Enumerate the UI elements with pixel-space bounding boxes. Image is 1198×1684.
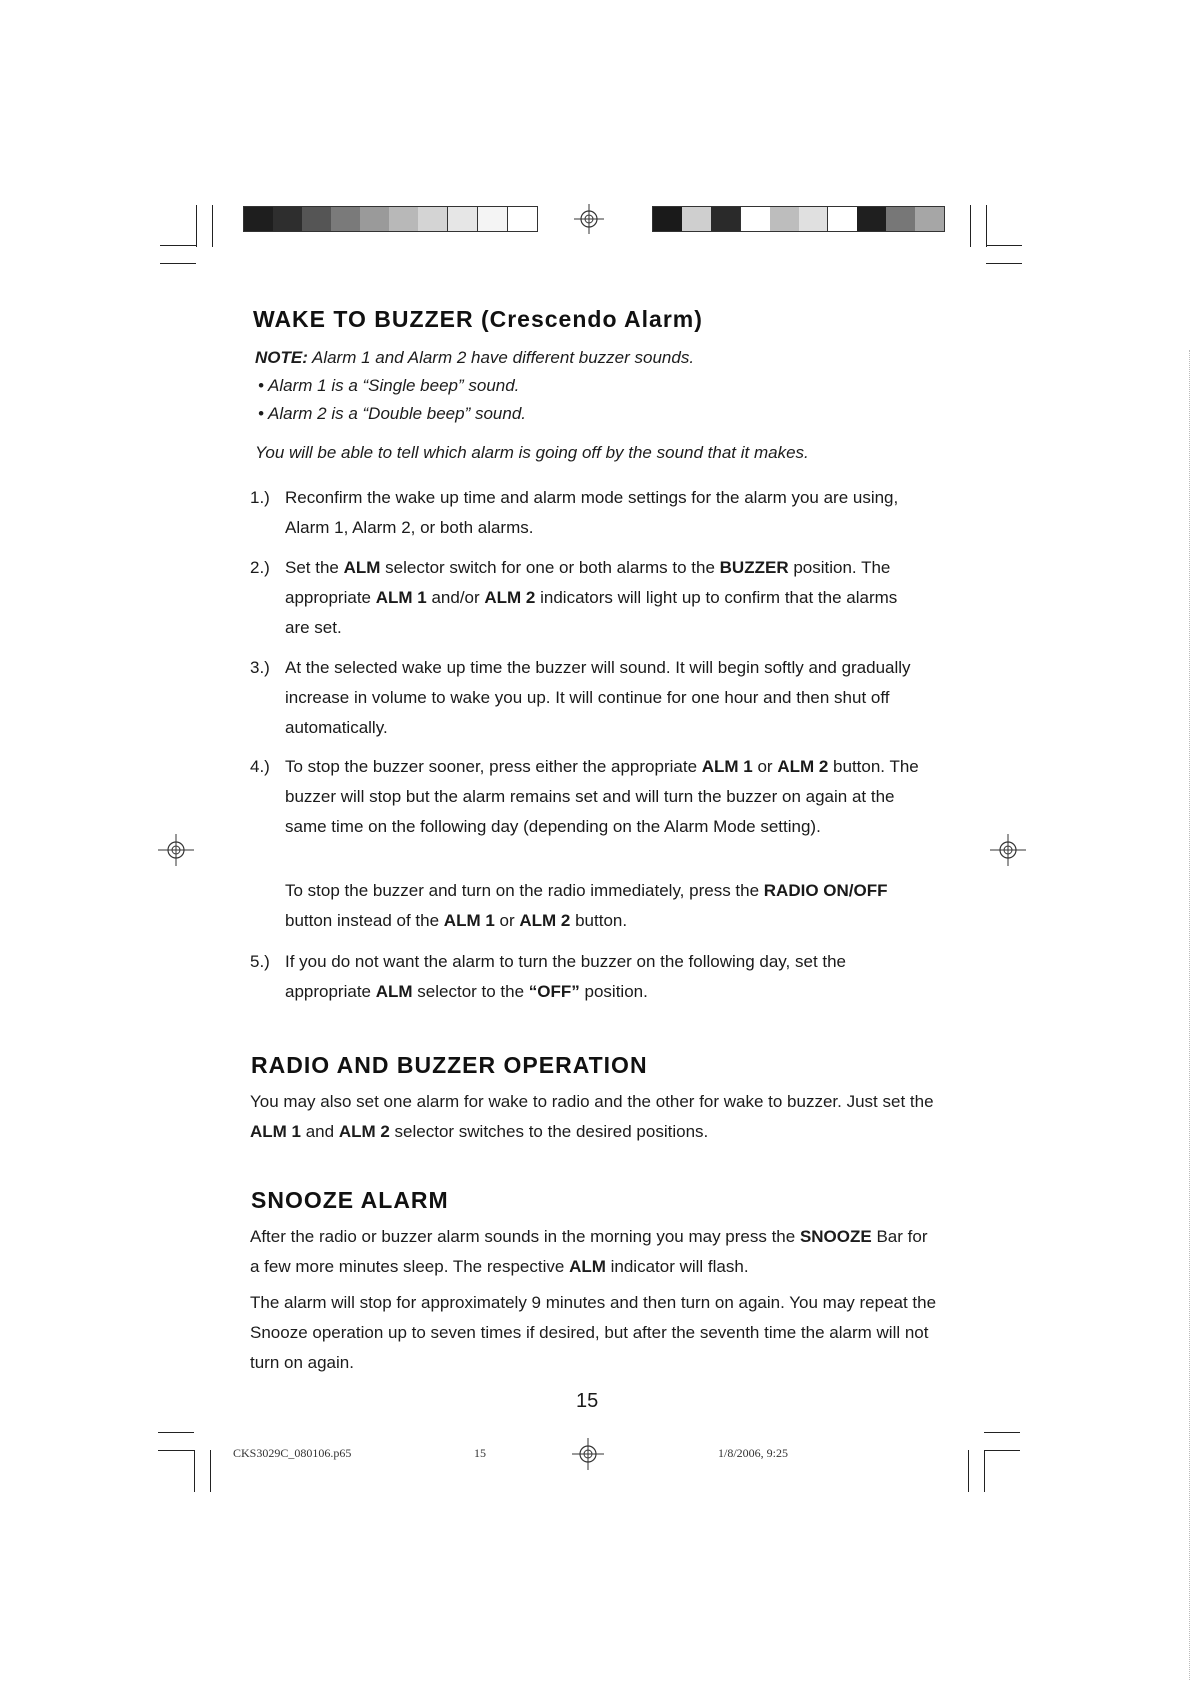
step-4-number: 4.)	[250, 757, 270, 776]
snooze-text-2: The alarm will stop for approximately 9 minutes and then turn on again. You may repeat the Snooze operation up to seven times if desired, but after the seventh time the alarm will not turn on again.	[250, 1293, 937, 1372]
registration-mark-top	[572, 202, 606, 236]
radio-buzzer-text: You may also set one alarm for wake to radio and the other for wake to buzzer. Just set the ALM 1 and ALM 2 selector switches to the desired positions.	[250, 1092, 934, 1141]
step-2-number: 2.)	[250, 558, 270, 577]
registration-mark-right	[988, 830, 1028, 870]
step-4-text: To stop the buzzer sooner, press either the appropriate ALM 1 or ALM 2 button. The buzzer will stop but the alarm remains set and will turn the buzzer on again at the same time on the following day (depending on the Alarm Mode setting).	[285, 757, 919, 836]
color-bar-left	[243, 206, 538, 232]
step-3-number: 3.)	[250, 658, 270, 677]
bullet-alarm-2: • Alarm 2 is a “Double beep” sound.	[258, 404, 527, 423]
step-1-number: 1.)	[250, 488, 270, 507]
note-label: NOTE:	[255, 348, 308, 367]
color-bar-right	[652, 206, 945, 232]
bullet-alarm-1: • Alarm 1 is a “Single beep” sound.	[258, 376, 520, 395]
footer-date: 1/8/2006, 9:25	[718, 1446, 789, 1460]
heading-snooze: SNOOZE ALARM	[251, 1187, 449, 1213]
step-5-text: If you do not want the alarm to turn the buzzer on the following day, set the appropriate ALM selector to the “OFF” position.	[285, 952, 847, 1001]
footer-file: CKS3029C_080106.p65	[233, 1446, 352, 1460]
snooze-text-1: After the radio or buzzer alarm sounds in the morning you may press the SNOOZE Bar for a few more minutes sleep. The respective ALM indicator will flash.	[250, 1227, 928, 1276]
heading-radio-buzzer: RADIO AND BUZZER OPERATION	[251, 1052, 648, 1078]
note-line	[255, 343, 694, 373]
step-5-number: 5.)	[250, 952, 270, 971]
step-3-text: At the selected wake up time the buzzer will sound. It will begin softly and gradually increase in volume to wake you up. It will continue for one hour and then shut off automatically.	[285, 658, 911, 737]
step-1-text: Reconfirm the wake up time and alarm mode settings for the alarm you are using, Alarm 1, Alarm 2, or both alarms.	[285, 488, 899, 537]
tell-alarm-text: You will be able to tell which alarm is going off by the sound that it makes.	[255, 443, 809, 462]
registration-mark-left	[156, 830, 196, 870]
footer-page: 15	[474, 1446, 486, 1460]
registration-mark-bottom	[570, 1436, 606, 1472]
step-2-text: Set the ALM selector switch for one or both alarms to the BUZZER position. The appropriate ALM 1 and/or ALM 2 indicators will light up to confirm that the alarms are set.	[285, 558, 898, 637]
scan-edge-line	[1188, 350, 1190, 1680]
note-text: Alarm 1 and Alarm 2 have different buzzer sounds.	[307, 348, 695, 367]
heading-wake-to-buzzer: WAKE TO BUZZER (Crescendo Alarm)	[253, 306, 703, 332]
page-number: 15	[576, 1390, 599, 1412]
step-4-radio-text: To stop the buzzer and turn on the radio immediately, press the RADIO ON/OFF button instead of the ALM 1 or ALM 2 button.	[285, 881, 888, 930]
